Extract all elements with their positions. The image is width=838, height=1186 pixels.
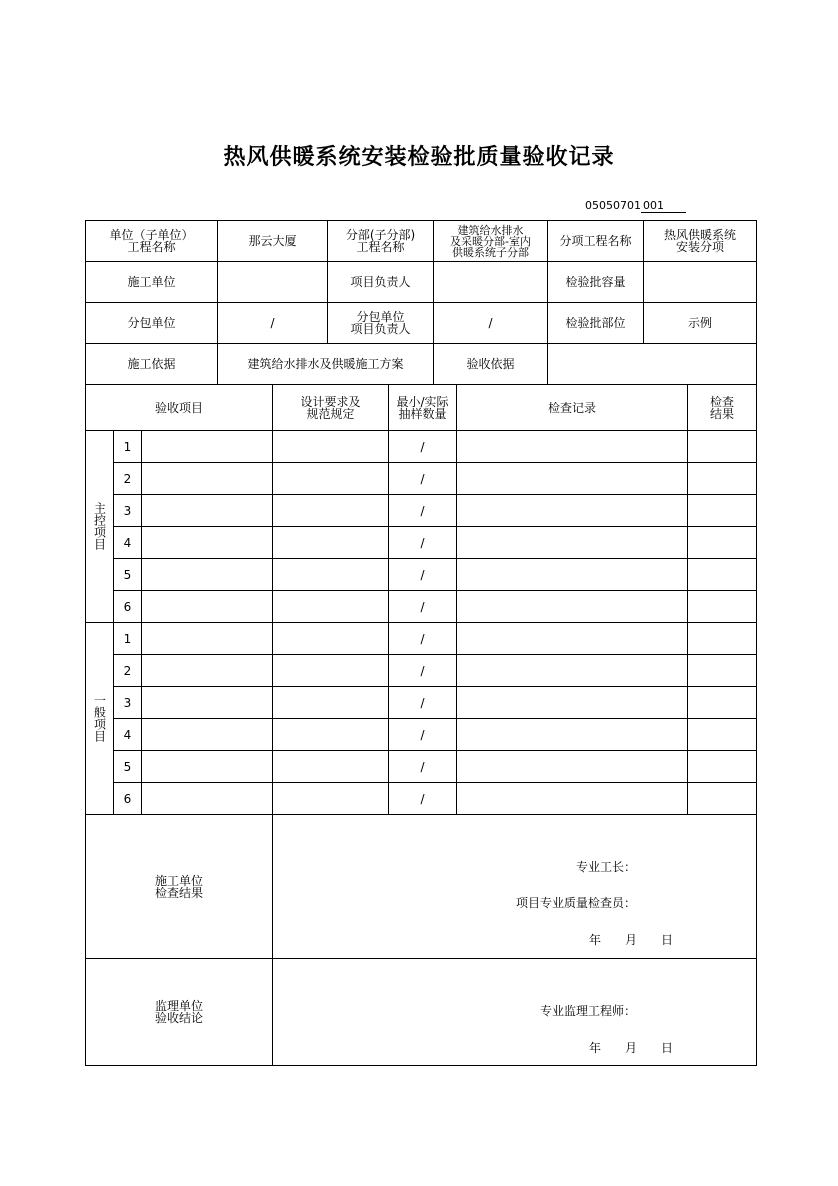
table-row xyxy=(86,591,757,623)
record-cell[interactable] xyxy=(457,495,688,527)
row-number: 6 xyxy=(114,783,142,815)
item-cell[interactable] xyxy=(142,495,273,527)
table-row xyxy=(86,687,757,719)
design-cell[interactable] xyxy=(273,463,389,495)
record-cell[interactable] xyxy=(457,687,688,719)
supervisor-check-area[interactable] xyxy=(273,959,757,1066)
inspector-label: 项目专业质量检查员： xyxy=(516,896,637,910)
acceptance-basis-label: 验收依据 xyxy=(434,344,548,385)
sample-cell[interactable]: / xyxy=(389,719,457,751)
col-sample: 最小/实际 抽样数量 xyxy=(389,385,457,431)
sample-cell[interactable]: / xyxy=(389,495,457,527)
design-cell[interactable] xyxy=(273,655,389,687)
table-row xyxy=(86,623,757,655)
row-number: 5 xyxy=(114,751,142,783)
unit-label: 单位（子单位） 工程名称 xyxy=(86,221,218,262)
row-number: 4 xyxy=(114,719,142,751)
design-cell[interactable] xyxy=(273,623,389,655)
design-cell[interactable] xyxy=(273,751,389,783)
subcontractor-value[interactable]: / xyxy=(218,303,328,344)
engineer-label: 专业监理工程师： xyxy=(540,1004,637,1018)
item-cell[interactable] xyxy=(142,751,273,783)
row-number: 3 xyxy=(114,495,142,527)
general-section xyxy=(86,623,757,815)
result-cell[interactable] xyxy=(688,719,757,751)
contractor-value[interactable] xyxy=(218,262,328,303)
form-code xyxy=(585,199,686,213)
row-number: 5 xyxy=(114,559,142,591)
row-number: 4 xyxy=(114,527,142,559)
result-cell[interactable] xyxy=(688,591,757,623)
division-label: 分部(子分部) 工程名称 xyxy=(328,221,434,262)
sample-cell[interactable]: / xyxy=(389,591,457,623)
project-lead-label: 项目负责人 xyxy=(328,262,434,303)
sample-cell[interactable]: / xyxy=(389,655,457,687)
item-cell[interactable] xyxy=(142,719,273,751)
item-cell[interactable] xyxy=(142,527,273,559)
record-cell[interactable] xyxy=(457,655,688,687)
result-cell[interactable] xyxy=(688,751,757,783)
batch-capacity-label: 检验批容量 xyxy=(548,262,644,303)
design-cell[interactable] xyxy=(273,687,389,719)
record-cell[interactable] xyxy=(457,719,688,751)
project-lead-value[interactable] xyxy=(434,262,548,303)
inspection-table xyxy=(85,384,757,1066)
row-number: 6 xyxy=(114,591,142,623)
unit-value[interactable]: 那云大厦 xyxy=(218,221,328,262)
header-table xyxy=(85,220,757,385)
design-cell[interactable] xyxy=(273,527,389,559)
row-number: 3 xyxy=(114,687,142,719)
subitem-value[interactable]: 热风供暖系统 安装分项 xyxy=(644,221,757,262)
design-cell[interactable] xyxy=(273,591,389,623)
page-title: 热风供暖系统安装检验批质量验收记录 xyxy=(223,144,615,170)
subitem-label: 分项工程名称 xyxy=(548,221,644,262)
item-cell[interactable] xyxy=(142,623,273,655)
result-cell[interactable] xyxy=(688,687,757,719)
table-row xyxy=(86,463,757,495)
division-value[interactable]: 建筑给水排水 及采暖分部-室内 供暖系统子分部 xyxy=(434,221,548,262)
record-cell[interactable] xyxy=(457,751,688,783)
col-result: 检查 结果 xyxy=(688,385,757,431)
col-item: 验收项目 xyxy=(86,385,273,431)
result-cell[interactable] xyxy=(688,431,757,463)
supervisor-date: 年 月 日 xyxy=(589,1041,674,1055)
contractor-check-area[interactable] xyxy=(273,815,757,959)
main-control-section xyxy=(86,431,757,623)
record-cell[interactable] xyxy=(457,623,688,655)
result-cell[interactable] xyxy=(688,495,757,527)
basis-value[interactable]: 建筑给水排水及供暖施工方案 xyxy=(218,344,434,385)
result-cell[interactable] xyxy=(688,559,757,591)
result-cell[interactable] xyxy=(688,655,757,687)
row-number: 2 xyxy=(114,655,142,687)
contractor-date: 年 月 日 xyxy=(589,933,674,947)
table-row xyxy=(86,719,757,751)
batch-location-value[interactable]: 示例 xyxy=(644,303,757,344)
result-cell[interactable] xyxy=(688,783,757,815)
table-row xyxy=(86,527,757,559)
design-cell[interactable] xyxy=(273,719,389,751)
record-cell[interactable] xyxy=(457,527,688,559)
item-cell[interactable] xyxy=(142,431,273,463)
table-row xyxy=(86,431,757,463)
acceptance-basis-value[interactable] xyxy=(548,344,757,385)
result-cell[interactable] xyxy=(688,463,757,495)
table-row xyxy=(86,655,757,687)
table-row xyxy=(86,559,757,591)
sub-lead-value[interactable]: / xyxy=(434,303,548,344)
design-cell[interactable] xyxy=(273,495,389,527)
sample-cell[interactable]: / xyxy=(389,559,457,591)
table-row xyxy=(86,783,757,815)
general-label: 一般项目 xyxy=(86,623,114,815)
record-cell[interactable] xyxy=(457,783,688,815)
col-record: 检查记录 xyxy=(457,385,688,431)
form-serial: 001 xyxy=(641,199,686,213)
item-cell[interactable] xyxy=(142,687,273,719)
record-cell[interactable] xyxy=(457,431,688,463)
basis-label: 施工依据 xyxy=(86,344,218,385)
design-cell[interactable] xyxy=(273,783,389,815)
design-cell[interactable] xyxy=(273,431,389,463)
sample-cell[interactable]: / xyxy=(389,783,457,815)
row-number: 1 xyxy=(114,431,142,463)
item-cell[interactable] xyxy=(142,591,273,623)
sample-cell[interactable]: / xyxy=(389,463,457,495)
col-design: 设计要求及 规范规定 xyxy=(273,385,389,431)
sample-cell[interactable]: / xyxy=(389,687,457,719)
result-cell[interactable] xyxy=(688,527,757,559)
sample-cell[interactable]: / xyxy=(389,527,457,559)
result-cell[interactable] xyxy=(688,623,757,655)
subcontractor-label: 分包单位 xyxy=(86,303,218,344)
form-code-prefix: 05050701 xyxy=(585,199,641,212)
supervisor-check-label: 监理单位 验收结论 xyxy=(86,959,273,1066)
foreman-label: 专业工长： xyxy=(576,860,637,874)
design-cell[interactable] xyxy=(273,559,389,591)
batch-capacity-value[interactable] xyxy=(644,262,757,303)
sample-cell[interactable]: / xyxy=(389,431,457,463)
item-cell[interactable] xyxy=(142,463,273,495)
item-cell[interactable] xyxy=(142,783,273,815)
record-cell[interactable] xyxy=(457,559,688,591)
record-cell[interactable] xyxy=(457,463,688,495)
record-cell[interactable] xyxy=(457,591,688,623)
row-number: 1 xyxy=(114,623,142,655)
table-row xyxy=(86,495,757,527)
main_control-label: 主控项目 xyxy=(86,431,114,623)
item-cell[interactable] xyxy=(142,655,273,687)
batch-location-label: 检验批部位 xyxy=(548,303,644,344)
sample-cell[interactable]: / xyxy=(389,623,457,655)
table-row xyxy=(86,751,757,783)
row-number: 2 xyxy=(114,463,142,495)
sub-lead-label: 分包单位 项目负责人 xyxy=(328,303,434,344)
sample-cell[interactable]: / xyxy=(389,751,457,783)
contractor-check-label: 施工单位 检查结果 xyxy=(86,815,273,959)
contractor-label: 施工单位 xyxy=(86,262,218,303)
item-cell[interactable] xyxy=(142,559,273,591)
